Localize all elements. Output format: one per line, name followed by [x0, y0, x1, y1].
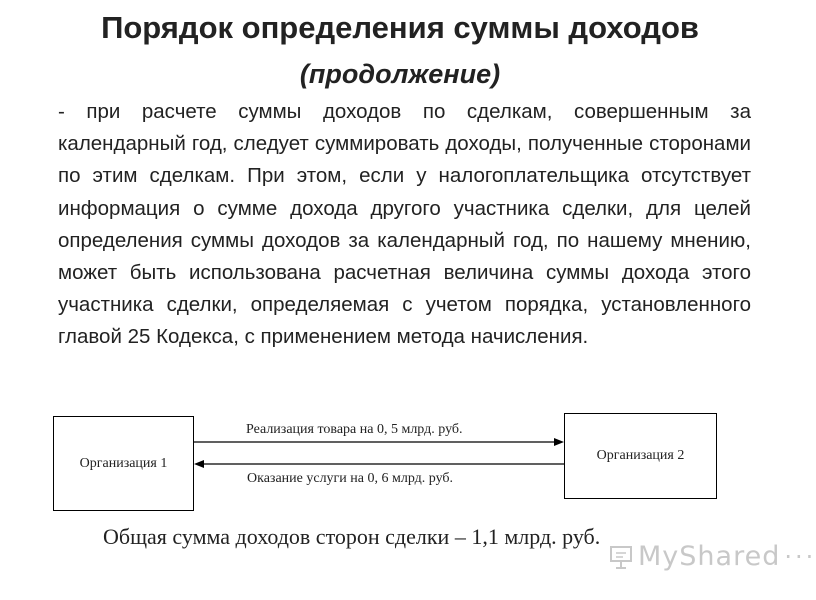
arrow-left-head	[194, 460, 204, 468]
organization-2-label: Организация 2	[596, 448, 685, 463]
organization-1-label: Организация 1	[79, 455, 168, 471]
watermark-dots-icon: ···	[784, 542, 816, 571]
total-income-summary: Общая сумма доходов сторон сделки – 1,1 млрд. руб.	[103, 524, 601, 549]
watermark-text: MyShared	[638, 541, 781, 572]
presentation-board-icon	[608, 544, 634, 570]
arrow-bottom-label: Оказание услуги на 0, 6 млрд. руб.	[247, 471, 454, 486]
arrow-top-label: Реализация товара на 0, 5 млрд. руб.	[246, 422, 463, 437]
organization-2-box	[564, 413, 717, 499]
body-paragraph: - при расчете суммы доходов по сделкам, совершенным за календарный год, следует суммировать доходы, полученные сторонами по этим сделкам. При этом, если у налогоплательщика отсутствует информация о сумме дохода другого участника сделки, для целей определения суммы доходов за календарный год, по нашему мнению, может быть использована расчетная величина суммы дохода этого участника сделки, определяемая с учетом порядка, установленного главой 25 Кодекса, с применением метода начисления.	[58, 100, 751, 349]
arrow-right-head	[554, 438, 564, 446]
watermark	[608, 541, 816, 572]
slide-subtitle: (продолжение)	[299, 59, 501, 89]
organization-1-box	[53, 416, 194, 511]
slide-title: Порядок определения суммы доходов	[101, 10, 699, 45]
